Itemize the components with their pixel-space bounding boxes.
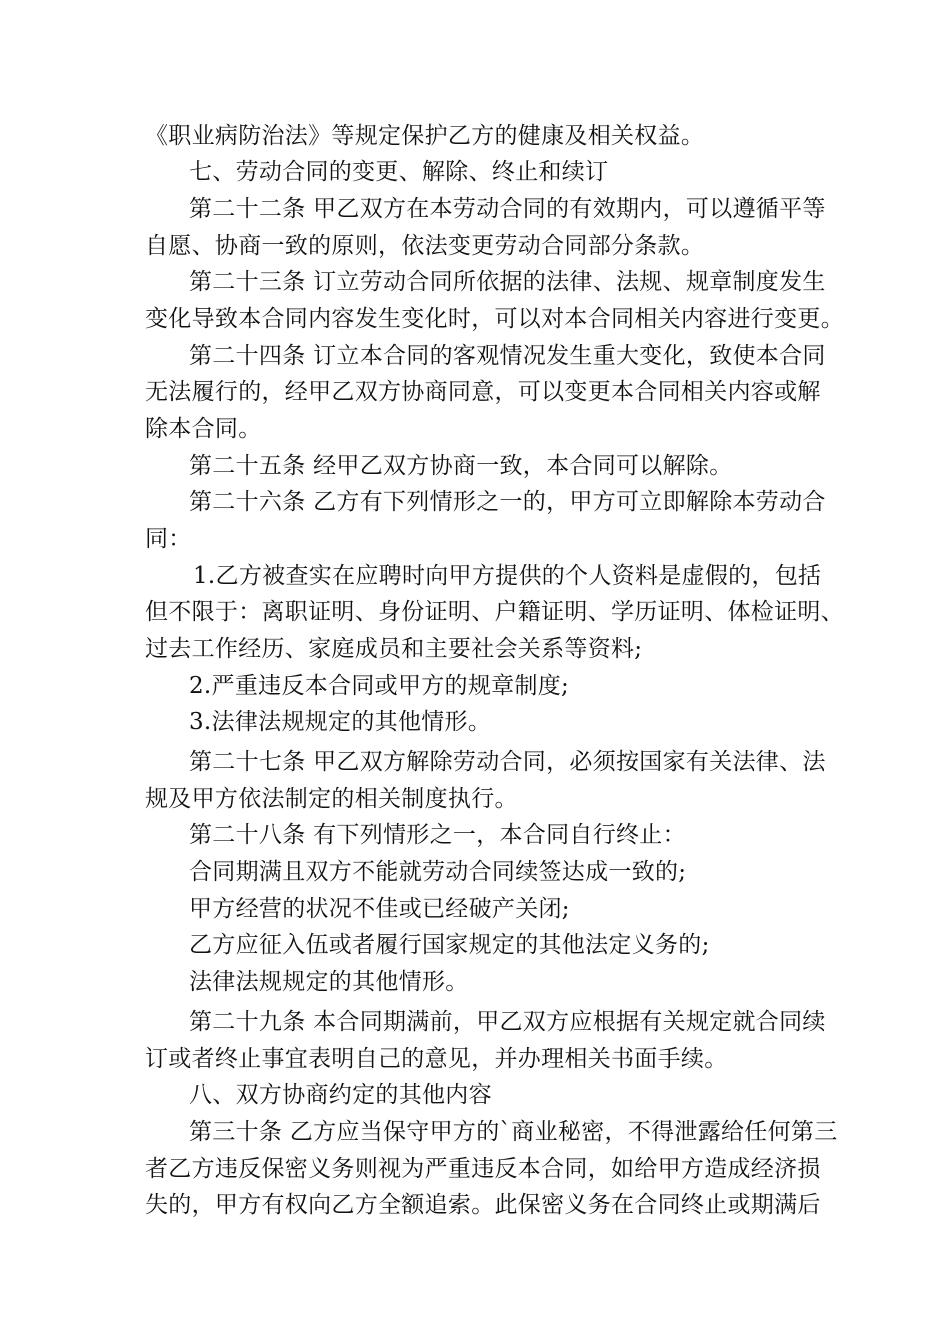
section-heading: 七、劳动合同的变更、解除、终止和续订 xyxy=(189,159,609,185)
text-line: 第二十六条 乙方有下列情形之一的，甲方可立即解除本劳动合 xyxy=(189,489,826,515)
text-line: 变化导致本合同内容发生变化时，可以对本合同相关内容进行变更。 xyxy=(145,306,844,332)
text-line: 除本合同。 xyxy=(145,416,262,442)
text-line: 合同期满且双方不能就劳动合同续签达成一致的; xyxy=(189,859,687,885)
text-line: 过去工作经历、家庭成员和主要社会关系等资料; xyxy=(145,636,643,662)
section-heading: 八、双方协商约定的其他内容 xyxy=(189,1082,492,1108)
text-line: 第二十四条 订立本合同的客观情况发生重大变化，致使本合同 xyxy=(189,343,826,369)
text-line: 第二十五条 经甲乙双方协商一致，本合同可以解除。 xyxy=(189,453,733,479)
text-line: 第二十九条 本合同期满前，甲乙双方应根据有关规定就合同续 xyxy=(189,1009,826,1035)
list-item: 2.严重违反本合同或甲方的规章制度; xyxy=(189,673,570,699)
text-line: 《职业病防治法》等规定保护乙方的健康及相关权益。 xyxy=(145,123,705,149)
text-line: 第三十条 乙方应当保守甲方的`商业秘密，不得泄露给任何第三 xyxy=(189,1119,838,1145)
text-line: 订或者终止事宜表明自己的意见，并办理相关书面手续。 xyxy=(145,1046,728,1072)
text-line: 甲方经营的状况不佳或已经破产关闭; xyxy=(189,896,570,922)
text-line: 自愿、协商一致的原则，依法变更劳动合同部分条款。 xyxy=(145,233,705,259)
list-item: 3.法律法规规定的其他情形。 xyxy=(189,709,492,735)
text-line: 第二十三条 订立劳动合同所依据的法律、法规、规章制度发生 xyxy=(189,269,826,295)
text-line: 但不限于：离职证明、身份证明、户籍证明、学历证明、体检证明、 xyxy=(145,599,844,625)
list-item: 1.乙方被查实在应聘时向甲方提供的个人资料是虚假的，包括 xyxy=(193,563,822,589)
text-line: 规及甲方依法制定的相关制度执行。 xyxy=(145,786,518,812)
text-line: 同： xyxy=(145,526,192,552)
text-line: 法律法规规定的其他情形。 xyxy=(189,969,469,995)
text-line: 乙方应征入伍或者履行国家规定的其他法定义务的; xyxy=(189,932,710,958)
text-line: 第二十八条 有下列情形之一，本合同自行终止： xyxy=(189,822,686,848)
text-line: 第二十二条 甲乙双方在本劳动合同的有效期内，可以遵循平等 xyxy=(189,196,826,222)
text-line: 失的，甲方有权向乙方全额追索。此保密义务在合同终止或期满后 xyxy=(145,1192,821,1218)
text-line: 第二十七条 甲乙双方解除劳动合同，必须按国家有关法律、法 xyxy=(189,749,826,775)
text-line: 者乙方违反保密义务则视为严重违反本合同，如给甲方造成经济损 xyxy=(145,1156,821,1182)
text-line: 无法履行的，经甲乙双方协商同意，可以变更本合同相关内容或解 xyxy=(145,379,821,405)
